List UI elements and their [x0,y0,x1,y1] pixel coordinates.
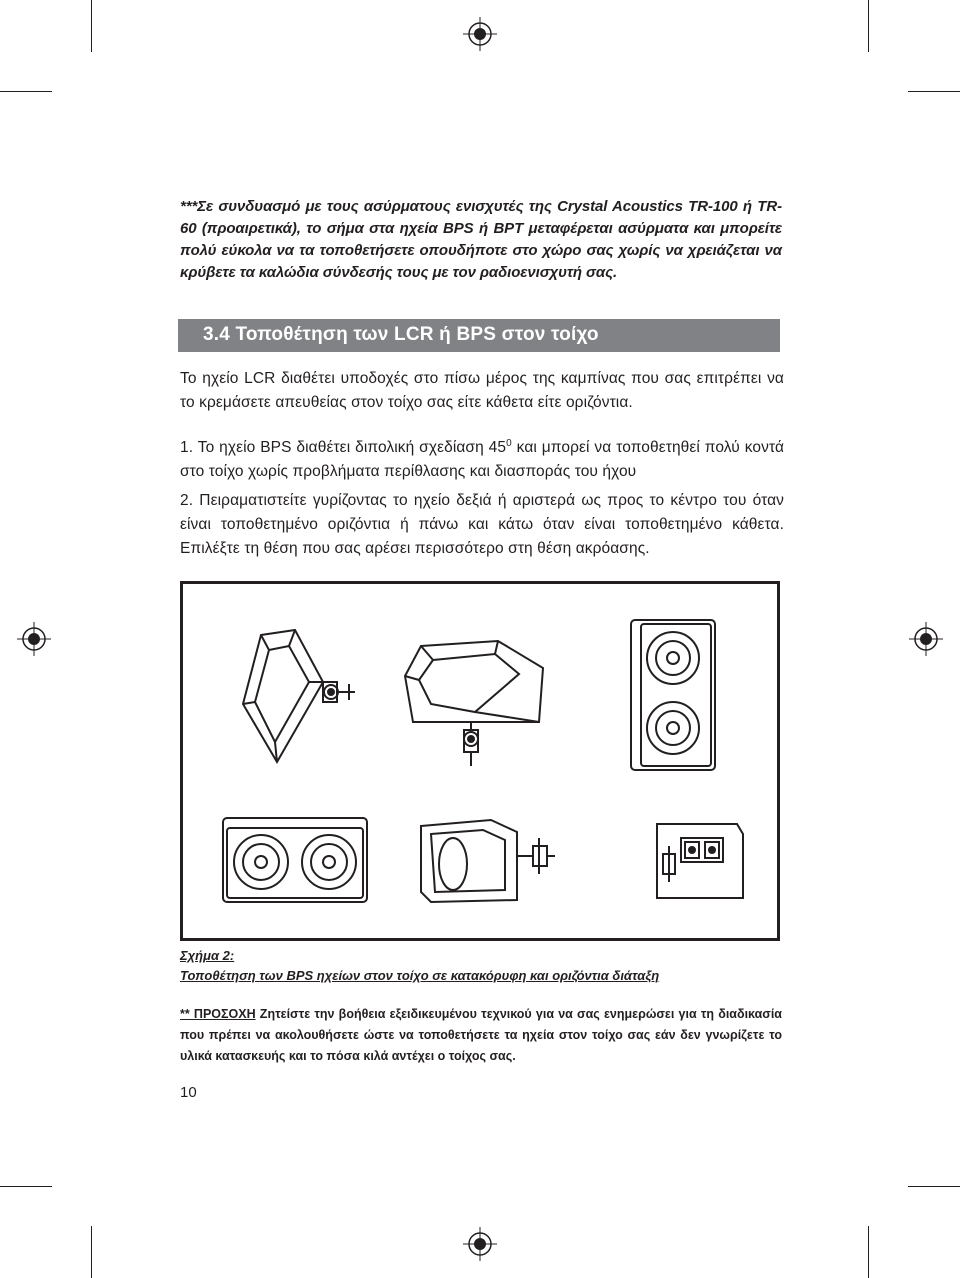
paragraph-bps-dipole-part-a: 1. Το ηχείο BPS διαθέτει διπολική σχεδίαση 45 [180,439,507,456]
figure-caption-label: Σχήμα 2: [180,948,235,963]
paragraph-lcr-mounting: Το ηχείο LCR διαθέτει υποδοχές στο πίσω μέρος της καμπίνας που σας επιτρέπει να το κρεμάσετε απευθείας στον τοίχο σας είτε κάθετα είτε οριζόντια. [180,370,784,411]
paragraph-experiment-rotation: 2. Πειραματιστείτε γυρίζοντας το ηχείο δεξιά ή αριστερά ως προς το κέντρο του όταν είναι τοποθετημένο οριζόντια ή πάνω και κάτω όταν είναι τοποθετημένο κάθετα. Επιλέξτε τη θέση που σας αρέσει περισσότερο στη θέση ακρόασης. [180,492,784,557]
registration-mark-icon [463,1227,497,1261]
bps-speaker-front-icon [223,818,367,902]
crop-mark [0,1186,52,1187]
registration-mark-icon [17,622,51,656]
registration-mark-icon [909,622,943,656]
warning-text: Ζητείστε την βοήθεια εξειδικευμένου τεχνικού για να σας ενημερώσει για τη διαδικασία που πρέπει να ακολουθήσετε ώστε να τοποθετήσετε τα ηχεία στον τοίχο σας εάν δεν γνωρίζετε το υλικά κατασκευής και το πόσα κιλά αντέχει ο τοίχος σας. [180,1007,782,1063]
warning-note [180,1004,782,1067]
section-heading-bar [178,319,780,352]
page-number: 10 [180,1084,197,1101]
paragraph-bps-dipole-part-b: και μπορεί να τοποθετηθεί πολύ κοντά στο τοίχο χωρίς προβλήματα περίθλασης και διασποράς του ήχου [180,439,785,480]
speaker-illustrations [183,584,777,938]
crop-mark [868,0,869,52]
crop-mark [91,0,92,52]
bps-speaker-rotated-icon [243,630,355,762]
intro-note: ***Σε συνδυασμό με τους ασύρματους ενισχυτές της Crystal Acoustics TR-100 ή TR-60 (προαιρετικά), το σήμα στα ηχεία BPS ή BPT μεταφέρεται ασύρματα και μπορείτε πολύ εύκολα να τα τοποθετήσετε οπουδήποτε στο χώρο σας χωρίς να χρειάζεται να κρύβετε τα καλώδια σύνδεσής τους με τον ραδιοενισχυτή σας. [180,198,782,281]
degree-superscript: 0 [506,438,512,449]
bps-speaker-side-icon [421,820,555,902]
bps-speaker-vertical-icon [631,620,715,770]
crop-mark [868,1226,869,1278]
crop-mark [908,1186,960,1187]
figure-speaker-mounting [180,581,780,941]
registration-mark-icon [463,17,497,51]
warning-prefix: ** ΠΡΟΣΟΧΗ [180,1007,256,1021]
bps-speaker-horizontal-icon [405,641,543,766]
section-title: 3.4 Τοποθέτηση των LCR ή BPS στον τοίχο [203,324,599,345]
crop-mark [908,91,960,92]
crop-mark [0,91,52,92]
paragraph-bps-dipole [180,432,784,484]
crop-mark [91,1226,92,1278]
figure-caption-text: Τοποθέτηση των BPS ηχείων στον τοίχο σε κατακόρυφη και οριζόντια διάταξη [180,968,660,983]
bps-speaker-back-icon [657,824,743,898]
figure-caption [180,946,782,986]
